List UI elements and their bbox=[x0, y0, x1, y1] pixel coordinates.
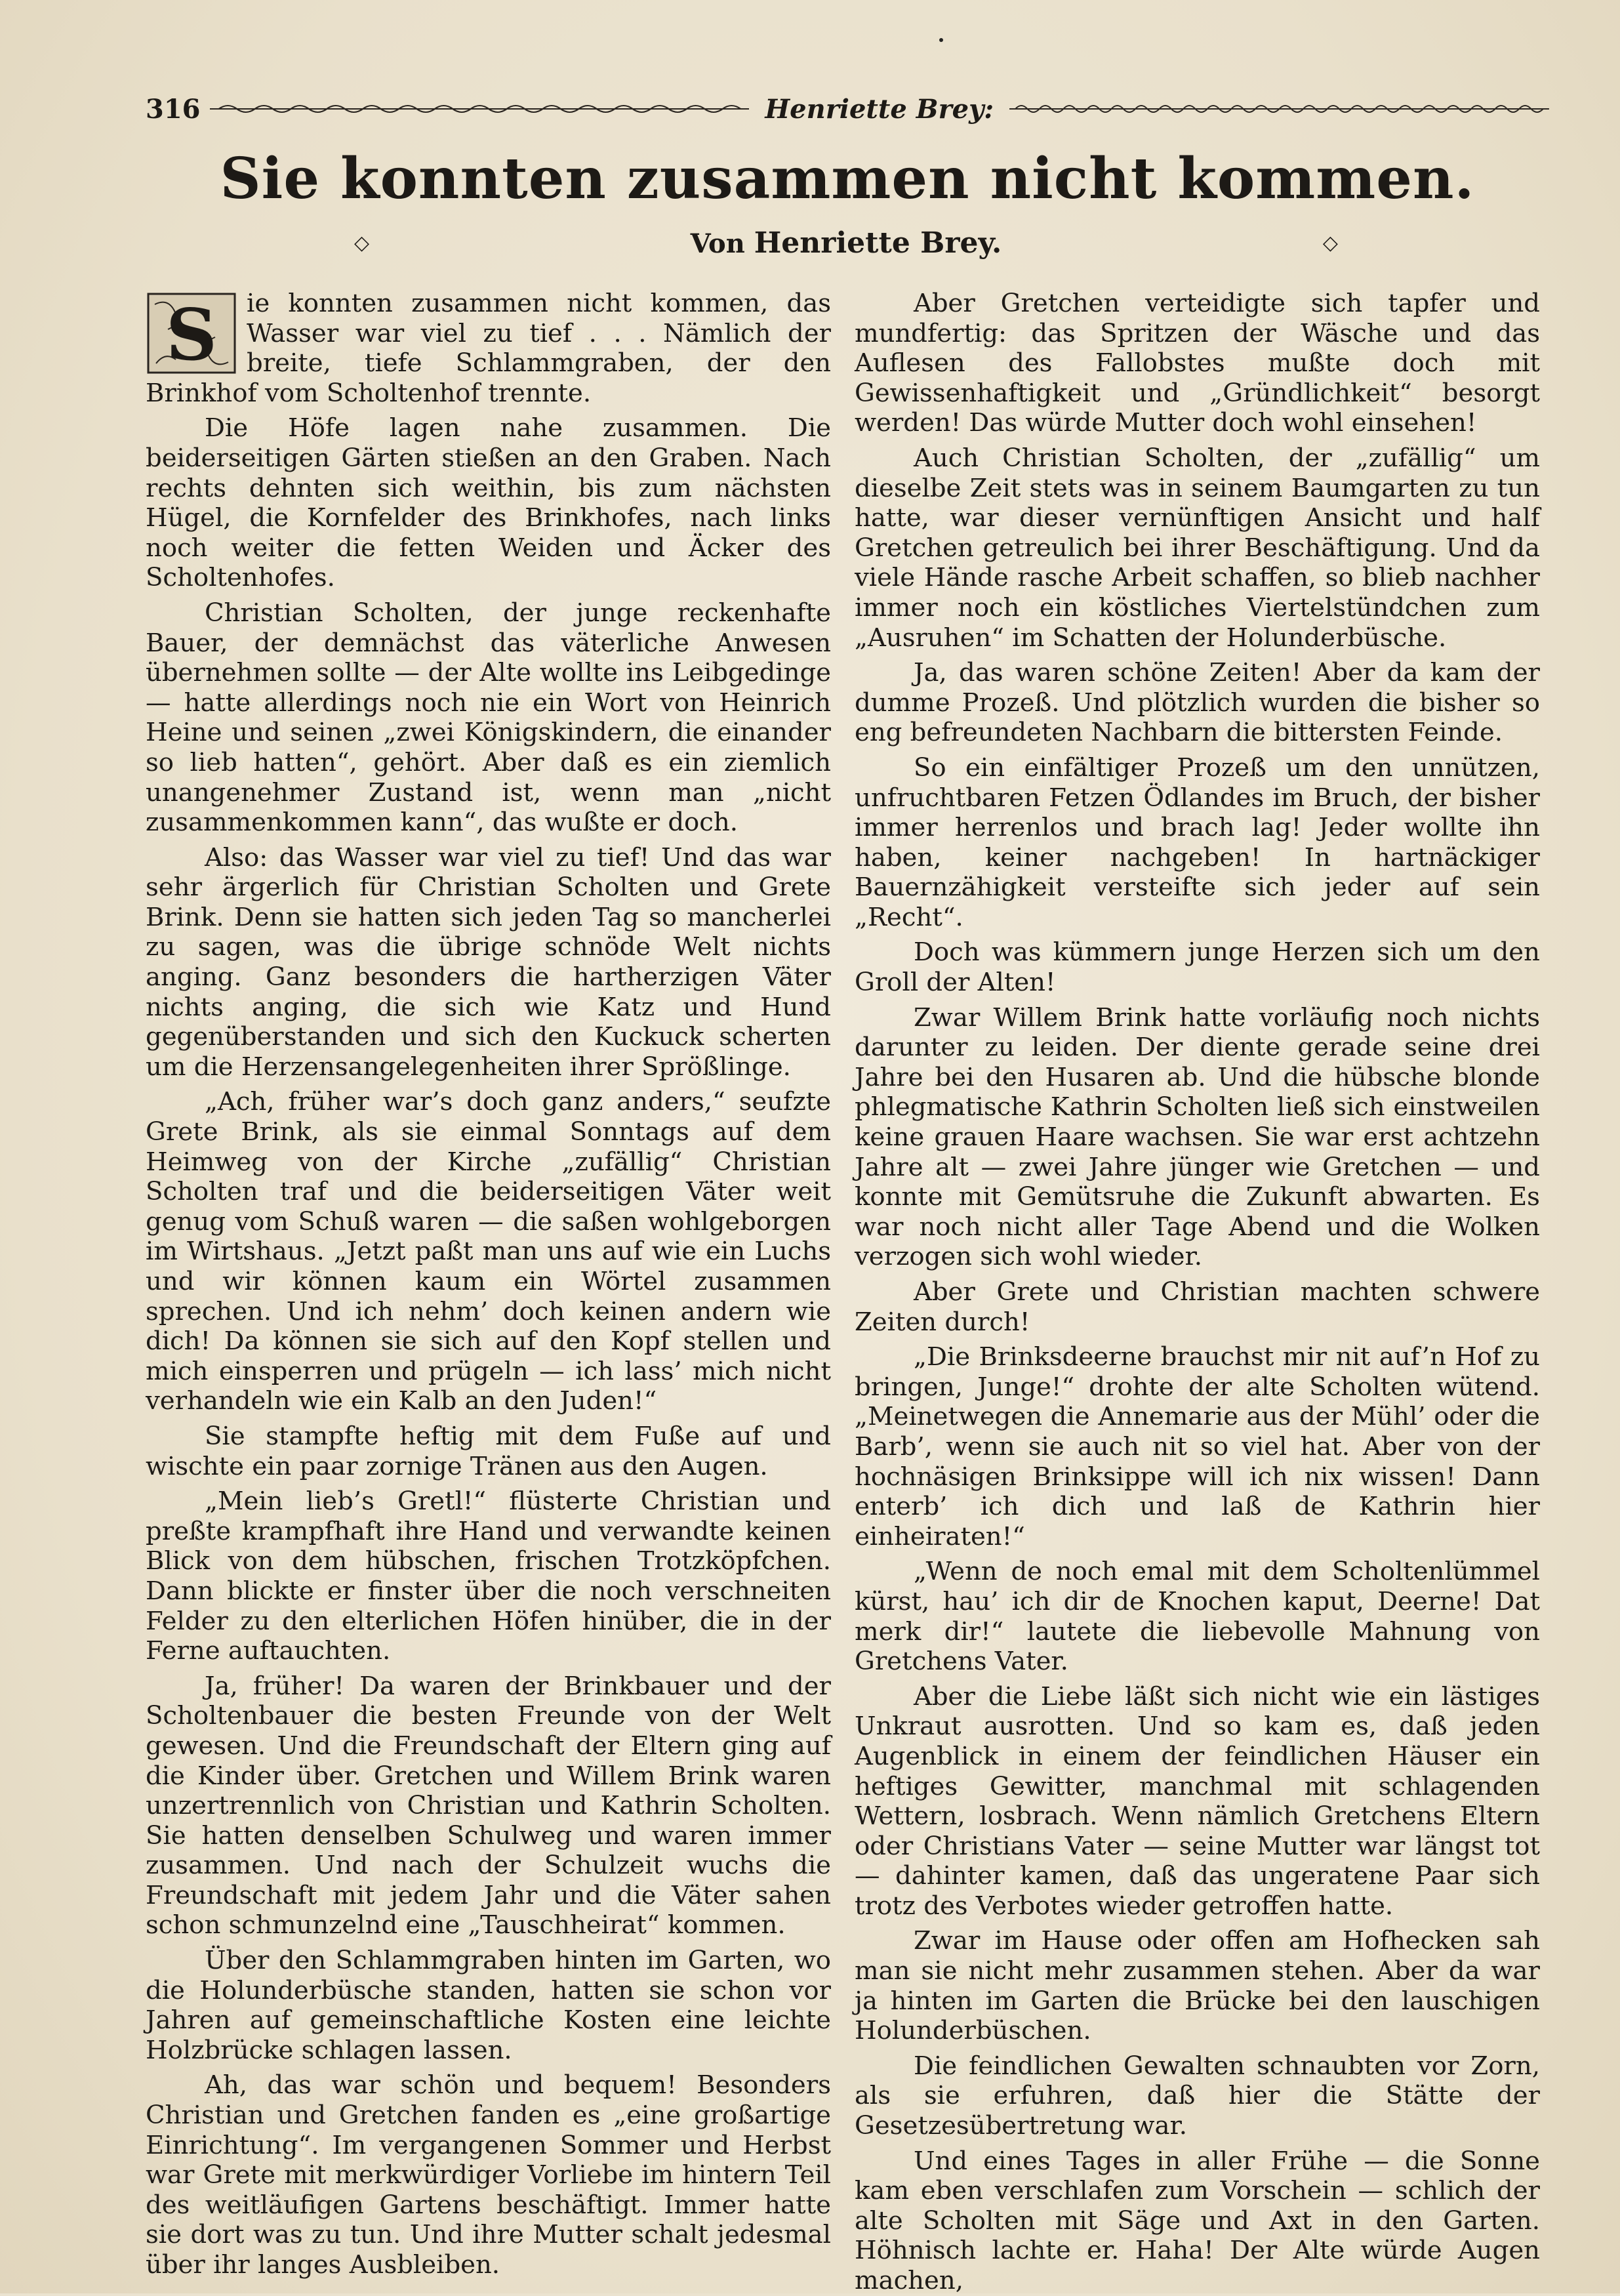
svg-text:S: S bbox=[166, 294, 217, 375]
paragraph: Christian Scholten, der junge reckenhafte Bauer, der demnächst das väterliche Anwesen übernehmen sollte — der Alte wollte ins Leibgedinge — hatte allerdings noch nie ein Wort von Heinrich Heine und seinen „zwei Königskindern, die einander so lieb hatten“, gehört. Aber daß es ein ziemlich unangenehmer Zustand ist, wenn man „nicht zusammenkommen kann“, das wußte er doch. bbox=[146, 598, 831, 838]
paragraph: Aber Gretchen verteidigte sich tapfer und mundfertig: das Spritzen der Wäsche und das Auflesen des Fallobstes mußte doch mit Gewissenhaftigkeit und „Gründlichkeit“ besorgt werden! Das würde Mutter doch wohl einsehen! bbox=[855, 289, 1540, 438]
paragraph: Doch was kümmern junge Herzen sich um den Groll der Alten! bbox=[855, 937, 1540, 998]
paragraph: Die feindlichen Gewalten schnaubten vor Zorn, als sie erfuhren, daß hier die Stätte der Gesetzesübertretung war. bbox=[855, 2051, 1540, 2141]
decorative-initial bbox=[146, 291, 237, 375]
paragraph: Ah, das war schön und bequem! Besonders Christian und Gretchen fanden es „eine großartige Einrichtung“. Im vergangenen Sommer und Herbst war Grete mit merkwürdiger Vorliebe im hintern Teil des weitläufigen Gartens beschäftigt. Immer hatte sie dort was zu tun. Und ihre Mutter schalt jedesmal über ihr langes Ausbleiben. bbox=[146, 2070, 831, 2280]
page-number: 316 bbox=[146, 93, 201, 125]
paragraph: Zwar im Hause oder offen am Hofhecken sah man sie nicht mehr zusammen stehen. Aber da war ja hinten im Garten die Brücke bei den lauschigen Holunderbüschen. bbox=[855, 1926, 1540, 2046]
paragraph: Also: das Wasser war viel zu tief! Und das war sehr ärgerlich für Christian Scholten und Grete Brink. Denn sie hatten sich jeden Tag so mancherlei zu sagen, was die übrige schnöde Welt nichts anging. Ganz besonders die hartherzigen Väter nichts anging, die sich wie Katz und Hund gegenüberstanden und sich den Kuckuck scherten um die Herzensangelegenheiten ihrer Sprößlinge. bbox=[146, 842, 831, 1082]
paragraph: „Wenn de noch emal mit dem Scholtenlümmel kürst, hau’ ich dir de Knochen kaput, Deerne! Dat merk dir!“ lautete die liebevolle Mahnung von Gretchens Vater. bbox=[855, 1557, 1540, 1677]
paragraph: Zwar Willem Brink hatte vorläufig noch nichts darunter zu leiden. Der diente gerade seine drei Jahre bei den Husaren ab. Und die hübsche blonde phlegmatische Kathrin Scholten ließ sich einstweilen keine grauen Haare wachsen. Sie war erst achtzehn Jahre alt — zwei Jahre jünger wie Gretchen — und konnte mit Gemütsruhe die Zukunft abwarten. Es war noch nicht aller Tage Abend und die Wolken verzogen sich wohl wieder. bbox=[855, 1002, 1540, 1272]
paragraph: „Ach, früher war’s doch ganz anders,“ seufzte Grete Brink, als sie einmal Sonntags auf dem Heimweg von der Kirche „zufällig“ Christian Scholten traf und die beiderseitigen Väter weit genug vom Schuß waren — die saßen wohlgeborgen im Wirtshaus. „Jetzt paßt man uns auf wie ein Luchs und wir können kaum ein Wörtel zusammen sprechen. Und ich nehm’ doch keinen andern wie dich! Da können sie sich auf den Kopf stellen und mich einsperren und prügeln — ich lass’ mich nicht verhandeln wie ein Kalb an den Juden!“ bbox=[146, 1087, 831, 1416]
paragraph: So ein einfältiger Prozeß um den unnützen, unfruchtbaren Fetzen Ödlandes im Bruch, der bisher immer herrenlos und brach lag! Jeder wollte ihn haben, keiner nachgeben! In hartnäckiger Bauernzähigkeit versteifte sich jeder auf sein „Recht“. bbox=[855, 752, 1540, 932]
running-head: Henriette Brey: bbox=[765, 93, 994, 125]
diamond-ornament-icon: ◇ bbox=[354, 231, 370, 255]
paragraph: Die Höfe lagen nahe zusammen. Die beiderseitigen Gärten stießen an den Graben. Nach rechts dehnten sich weithin, bis zum nächsten Hügel, die Kornfelder des Brinkhofes, nach links noch weiter die fetten Weiden und Äcker des Scholtenhofes. bbox=[146, 413, 831, 593]
diamond-ornament-icon: ◇ bbox=[1322, 231, 1338, 255]
byline bbox=[691, 226, 1002, 260]
paragraph: Ja, das waren schöne Zeiten! Aber da kam der dumme Prozeß. Und plötzlich wurden die bisher so eng befreundeten Nachbarn die bittersten Feinde. bbox=[855, 658, 1540, 748]
header-ornament-left bbox=[210, 101, 750, 117]
byline-prefix: Von bbox=[690, 228, 745, 259]
byline-row bbox=[354, 223, 1338, 262]
paragraph: Aber die Liebe läßt sich nicht wie ein lästiges Unkraut ausrotten. Und so kam es, daß jeden Augenblick in einem der feindlichen Häuser ein heftiges Gewitter, manchmal mit schlagenden Wettern, losbrach. Wenn nämlich Gretchens Eltern oder Christians Vater — seine Mutter war längst tot — dahinter kamen, daß das ungeratene Paar sich trotz des Verbotes wieder getroffen hatte. bbox=[855, 1681, 1540, 1921]
paragraph: „Die Brinksdeerne brauchst mir nit auf’n Hof zu bringen, Junge!“ drohte der alte Scholten wütend. „Meinetwegen die Annemarie aus der Mühl’ oder die Barb’, wenn sie auch nit so viel hat. Aber von der hochnäsigen Brinksippe will ich nix wissen! Dann enterb’ ich dich und laß de Kathrin hier einheiraten!“ bbox=[855, 1342, 1540, 1551]
paragraph: Auch Christian Scholten, der „zufällig“ um dieselbe Zeit stets was in seinem Baumgarten zu tun hatte, war dieser vernünftigen Ansicht und half Gretchen getreulich bei ihrer Beschäftigung. Und da viele Hände rasche Arbeit schaffen, so blieb nachher immer noch ein köstliches Viertelstündchen zum „Ausruhen“ im Schatten der Holunderbüsche. bbox=[855, 443, 1540, 653]
paragraph: S ie konnten zusammen nicht kommen, das Wasser war viel zu tief . . . Nämlich der breite, tiefe Schlammgraben, der den Brinkhof vom Scholtenhof trennte. bbox=[146, 289, 831, 408]
paragraph: Und eines Tages in aller Frühe — die Sonne kam eben verschlafen zum Vorschein — schlich der alte Scholten mit Säge und Axt in den Garten. Höhnisch lachte er. Haha! Der Alte würde Augen machen, bbox=[855, 2146, 1540, 2295]
ink-dot bbox=[939, 38, 943, 42]
paragraph: Sie stampfte heftig mit dem Fuße auf und wischte ein paar zornige Tränen aus den Augen. bbox=[146, 1421, 831, 1481]
paragraph: „Mein lieb’s Gretl!“ flüsterte Christian und preßte krampfhaft ihre Hand und verwandte keinen Blick von dem hübschen, frischen Trotzköpfchen. Dann blickte er finster über die noch verschneiten Felder zu den elterlichen Höfen hinüber, die in der Ferne auftauchten. bbox=[146, 1486, 831, 1666]
paragraph: Über den Schlammgraben hinten im Garten, wo die Holunderbüsche standen, hatten sie schon vor Jahren auf gemeinschaftliche Kosten eine leichte Holzbrücke schlagen lassen. bbox=[146, 1946, 831, 2065]
left-column bbox=[146, 289, 831, 2280]
article-title: Sie konnten zusammen nicht kommen. bbox=[220, 146, 1475, 212]
paragraph: Ja, früher! Da waren der Brinkbauer und der Scholtenbauer die besten Freunde von der Welt gewesen. Und die Freundschaft der Eltern ging auf die Kinder über. Gretchen und Willem Brink waren unzertrennlich von Christian und Kathrin Scholten. Sie hatten denselben Schulweg und waren immer zusammen. Und nach der Schulzeit wuchs die Freundschaft mit jedem Jahr und die Väter sahen schon schmunzelnd eine „Tauschheirat“ kommen. bbox=[146, 1671, 831, 1940]
header-ornament-right bbox=[1009, 101, 1549, 117]
page-header bbox=[146, 91, 1549, 127]
right-column bbox=[855, 289, 1540, 2296]
paragraph: Aber Grete und Christian machten schwere Zeiten durch! bbox=[855, 1277, 1540, 1337]
byline-author: Henriette Brey. bbox=[754, 226, 1002, 260]
